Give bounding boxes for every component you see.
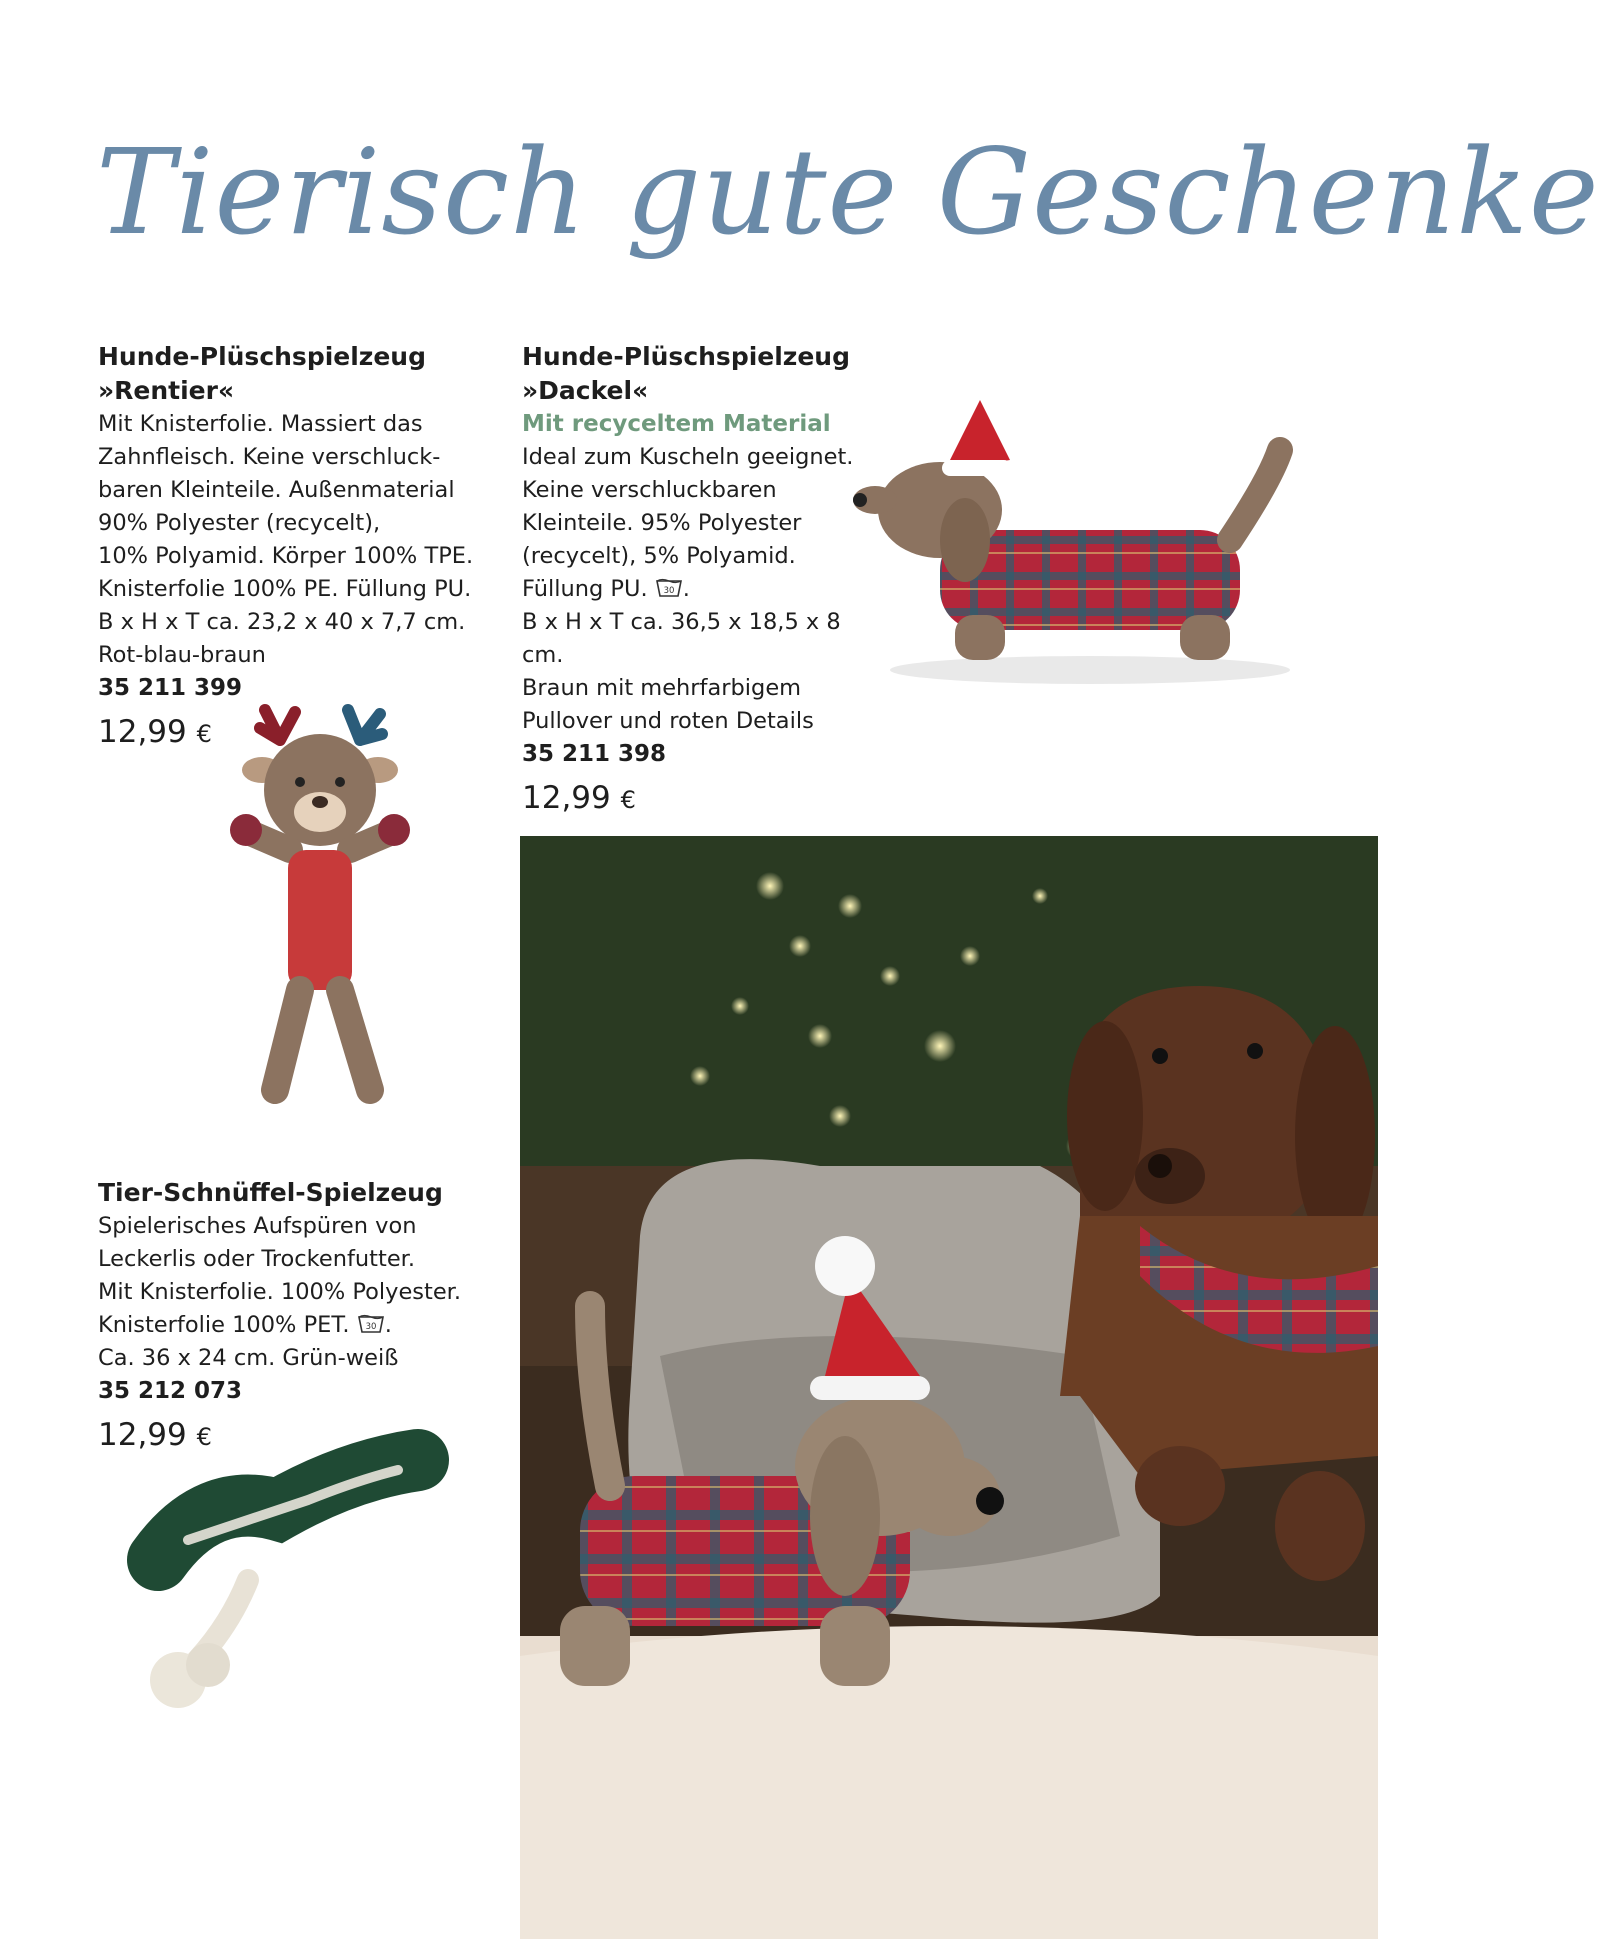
product-desc-line: Spielerisches Aufspüren von [98, 1213, 417, 1239]
product-desc-line: B x H x T ca. 23,2 x 40 x 7,7 cm. [98, 609, 466, 635]
price-currency: € [196, 720, 212, 748]
price-currency: € [196, 1423, 212, 1451]
product-desc-line: (recycelt), 5% Polyamid. [522, 543, 796, 569]
product-title-line1: Hunde-Plüschspielzeug [98, 342, 427, 371]
page-headline: Tierisch gute Geschenke [96, 123, 1600, 261]
dachshund-toy-image [850, 380, 1300, 700]
product-title [522, 340, 882, 408]
product-desc-line: Braun mit mehrfarbigem [522, 675, 802, 701]
recycled-material-label: Mit recyceltem Material [522, 411, 831, 437]
product-desc-line: Keine verschluckbaren [522, 477, 777, 503]
product-title [98, 1176, 498, 1210]
product-title-line1: Tier-Schnüffel-Spielzeug [98, 1178, 443, 1207]
snuffle-toy-image [128, 1430, 438, 1720]
article-number: 35 211 399 [98, 675, 243, 701]
product-desc-line: Rot-blau-braun [98, 642, 266, 668]
product-title [98, 340, 498, 408]
product-desc-line: Knisterfolie 100% PE. Füllung PU. [98, 576, 472, 602]
product-title-line1: Hunde-Plüschspielzeug [522, 342, 851, 371]
product-desc-line: B x H x T ca. 36,5 x 18,5 x 8 cm. [522, 609, 841, 668]
product-title-line2: »Rentier« [98, 376, 235, 405]
article-number: 35 212 073 [98, 1378, 243, 1404]
product-schnueffel [98, 1176, 498, 1460]
product-desc-line: Leckerlis oder Trockenfutter. [98, 1246, 416, 1272]
wash-temp-label: 30 [365, 1322, 377, 1332]
price-value: 12,99 [522, 780, 611, 816]
product-dackel [522, 340, 882, 823]
wash-temp-label: 30 [663, 586, 675, 596]
product-desc-line: Ideal zum Kuscheln geeignet. [522, 444, 854, 470]
product-desc-line: 90% Polyester (recycelt), [98, 510, 381, 536]
reindeer-toy-image [220, 700, 420, 1120]
product-desc-text: Knisterfolie 100% PET. [98, 1312, 350, 1338]
product-desc-line: Kleinteile. 95% Polyester [522, 510, 802, 536]
wash-30-icon [655, 577, 683, 599]
product-desc-line: Mit Knisterfolie. Massiert das [98, 411, 423, 437]
product-desc-line: Mit Knisterfolie. 100% Polyester. [98, 1279, 462, 1305]
price-currency: € [620, 786, 636, 814]
price [522, 775, 882, 823]
price-value: 12,99 [98, 714, 187, 750]
product-title-line2: »Dackel« [522, 376, 649, 405]
product-desc-line: Zahnfleisch. Keine verschluck- [98, 444, 441, 470]
product-desc-line: baren Kleinteile. Außenmaterial [98, 477, 455, 503]
product-desc-text: Füllung PU. [522, 576, 648, 602]
article-number: 35 211 398 [522, 741, 667, 767]
wash-30-icon [357, 1313, 385, 1335]
product-desc-line: Ca. 36 x 24 cm. Grün-weiß [98, 1345, 399, 1371]
product-desc-line: Pullover und roten Details [522, 708, 814, 734]
product-rentier [98, 340, 498, 757]
dachshund-lifestyle-photo [520, 836, 1378, 1939]
product-desc-line: 10% Polyamid. Körper 100% TPE. [98, 543, 474, 569]
product-desc-line: Füllung PU. 30 . [522, 576, 690, 602]
product-desc-line: Knisterfolie 100% PET. 30 . [98, 1312, 392, 1338]
price-value: 12,99 [98, 1417, 187, 1453]
